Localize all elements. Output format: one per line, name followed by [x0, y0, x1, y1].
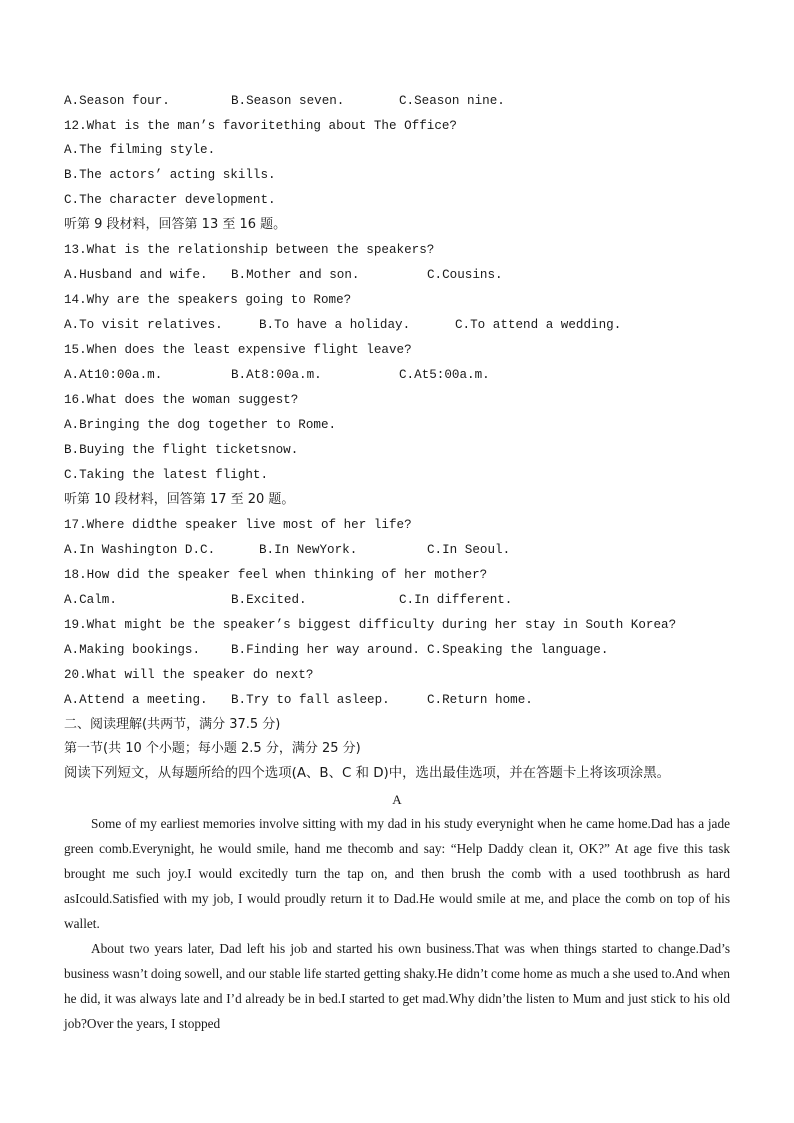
option-a: A.Attend a meeting.	[64, 693, 208, 707]
question-13: 13.What is the relationship between the speakers?	[64, 243, 435, 257]
option-c: C.In different.	[399, 593, 513, 607]
q20-options	[64, 692, 744, 708]
option-b: B.To have a holiday.	[259, 318, 411, 332]
q14-options	[64, 317, 744, 333]
question-17: 17.Where didthe speaker live most of her life?	[64, 518, 412, 532]
option-b: B.Mother and son.	[231, 268, 360, 282]
passage-paragraph-1: Some of my earliest memories involve sitting with my dad in his study everynight when he came home.Dad has a jade green comb.Everynight, he would smile, hand me thecomb and say: “Help Daddy clean it, OK?” At age five this task brought me such joy.I would excitedly turn the tap on, and then brush the comb with a used toothbrush as hard asIcould.Satisfied with my job, I would proudly return it to Dad.He would smile at me, and place the comb on top of his wallet.	[64, 816, 730, 931]
question-16: 16.What does the woman suggest?	[64, 393, 299, 407]
question-19: 19.What might be the speaker’s biggest difficulty during her stay in South Korea?	[64, 618, 677, 632]
part-2-title: 二、阅读理解(共两节，满分 37.5 分)	[64, 717, 281, 732]
option-c: C.Speaking the language.	[427, 643, 609, 657]
q13-options	[64, 267, 744, 283]
q12-option-c: C.The character development.	[64, 193, 276, 207]
passage-label: A	[392, 792, 402, 807]
option-a: A.Calm.	[64, 593, 117, 607]
q16-option-a: A.Bringing the dog together to Rome.	[64, 418, 337, 432]
question-18: 18.How did the speaker feel when thinking of her mother?	[64, 568, 488, 582]
q15-options	[64, 367, 744, 383]
q17-options	[64, 542, 744, 558]
reading-instructions: 阅读下列短文，从每题所给的四个选项(A、B、C 和 D)中，选出最佳选项，并在答题卡上将该项涂黑。	[64, 766, 670, 781]
option-c: C.Cousins.	[427, 268, 503, 282]
q16-option-c: C.Taking the latest flight.	[64, 468, 269, 482]
option-a: A.At10:00a.m.	[64, 368, 163, 382]
question-12: 12.What is the man’s favoritething about The Office?	[64, 119, 457, 133]
option-a: A.In Washington D.C.	[64, 543, 216, 557]
option-b: B.Season seven.	[231, 94, 345, 108]
option-a: A.Season four.	[64, 94, 170, 108]
passage-paragraph-2: About two years later, Dad left his job and started his own business.That was when things started to change.Dad’s business wasn’t doing sowell, and our stable life started getting shaky.He didn’t come home as much a she used to.And when he did, it was always late and I’d already be in bed.I started to get mad.Why didn’the listen to Mum and just stick to his old job?Over the years, I stopped	[64, 941, 730, 1031]
q19-options	[64, 642, 744, 658]
q18-options	[64, 592, 744, 608]
option-a: A.Husband and wife.	[64, 268, 208, 282]
option-a: A.Making bookings.	[64, 643, 201, 657]
option-b: B.Try to fall asleep.	[231, 693, 390, 707]
option-b: B.Excited.	[231, 593, 307, 607]
section-10-heading: 听第 10 段材料，回答第 17 至 20 题。	[64, 492, 295, 507]
question-15: 15.When does the least expensive flight leave?	[64, 343, 412, 357]
section-9-heading: 听第 9 段材料，回答第 13 至 16 题。	[64, 217, 287, 232]
option-b: B.Finding her way around.	[231, 643, 420, 657]
question-14: 14.Why are the speakers going to Rome?	[64, 293, 352, 307]
option-c: C.Return home.	[427, 693, 533, 707]
option-c: C.At5:00a.m.	[399, 368, 490, 382]
q16-option-b: B.Buying the flight ticketsnow.	[64, 443, 299, 457]
option-b: B.In NewYork.	[259, 543, 358, 557]
section-1-title: 第一节(共 10 个小题；每小题 2.5 分，满分 25 分)	[64, 741, 361, 756]
q12-option-b: B.The actors’ acting skills.	[64, 168, 276, 182]
option-c: C.To attend a wedding.	[455, 318, 622, 332]
option-c: C.Season nine.	[399, 94, 505, 108]
option-a: A.To visit relatives.	[64, 318, 223, 332]
question-20: 20.What will the speaker do next?	[64, 668, 314, 682]
q11-options	[64, 93, 744, 109]
q12-option-a: A.The filming style.	[64, 143, 216, 157]
option-c: C.In Seoul.	[427, 543, 511, 557]
option-b: B.At8:00a.m.	[231, 368, 322, 382]
